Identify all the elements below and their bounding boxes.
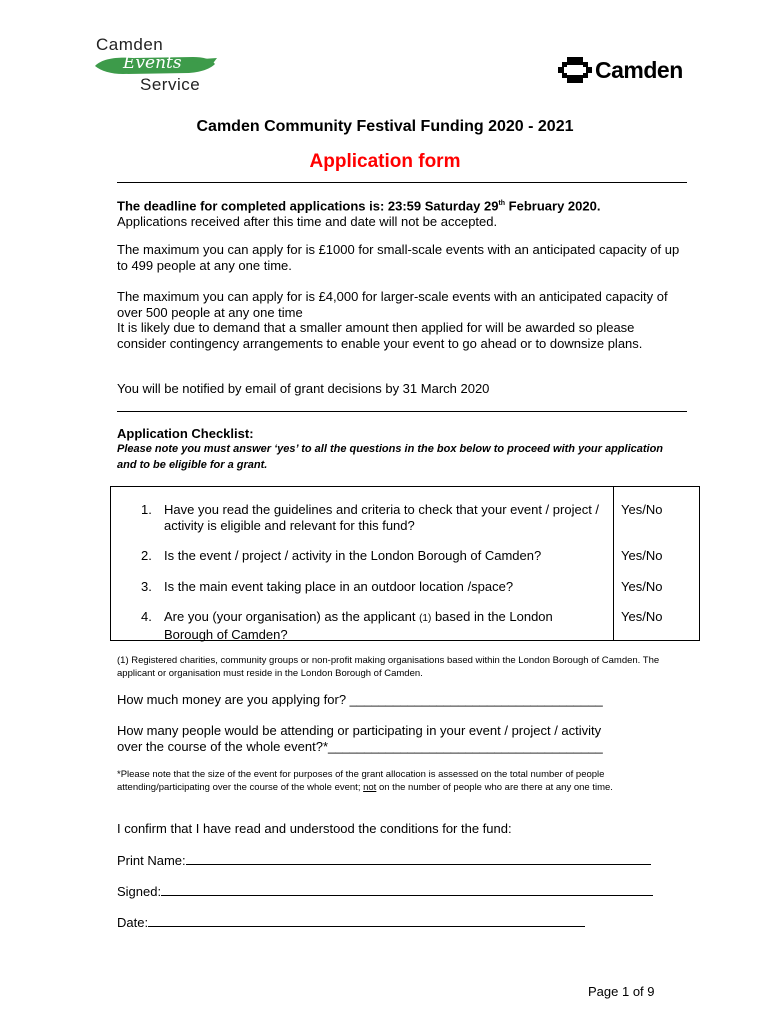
camden-events-service-logo [93,35,218,95]
logo-text-camden: Camden [96,35,164,54]
column-divider [613,487,614,640]
footnote: (1) Registered charities, community groups or non-profit making organisations based within the London Borough of Camden. The applicant or organisation must reside in the London Borough of Camden. [117,655,660,679]
checklist-heading: Application Checklist: [117,426,254,441]
answer-yes-no-1[interactable]: Yes/No [621,502,663,517]
logo-text-events: Events [123,53,182,73]
document-title: Camden Community Festival Funding 2020 - 2021 [196,118,574,135]
divider [117,182,687,183]
camden-council-logo [558,55,683,85]
event-size-note: *Please note that the size of the event for purposes of the grant allocation is assessed on the total number of people attending/participating over the course of the whole event; not on the number of people who are there at any one time. [117,769,613,793]
answer-yes-no-3[interactable]: Yes/No [621,579,663,594]
camden-emblem-icon [558,56,592,84]
notification-paragraph: You will be notified by email of grant decisions by 31 March 2020 [117,381,490,396]
confirmation-statement: I confirm that I have read and understood the conditions for the fund: [117,821,512,836]
deadline-text: The deadline for completed applications is: 23:59 Saturday 29th February 2020. Applications received after this time and date will not be accepted. [117,198,601,229]
page-number: Page 1 of 9 [588,984,655,999]
answer-yes-no-4[interactable]: Yes/No [621,609,663,624]
print-name-field[interactable]: Print Name: [117,852,651,869]
small-scale-paragraph: The maximum you can apply for is £1000 for small-scale events with an anticipated capacity of up to 499 people at any one time. [117,242,680,273]
checklist-table: 1. Have you read the guidelines and criteria to check that your event / project / activity is eligible and relevant for this fund? Yes/No 2. Is the event / project / activity in the London Borough of Camden? Yes/No 3. Is the main event taking place in an outdoor location /space? Yes/No 4. Are you (your organisation) as the applicant (1) based in the London Borough of Camden? Yes/No [110,486,700,641]
camden-wordmark: Camden [595,56,683,83]
form-subtitle: Application form [309,151,461,172]
large-scale-paragraph: The maximum you can apply for is £4,000 for larger-scale events with an anticipated capacity of over 500 people at any one time It is likely due to demand that a smaller amount then applied for will be awarded so please consider contingency arrangements to enable your event to go ahead or to downsize plans. [117,289,668,351]
divider [117,411,687,412]
logo-text-service: Service [140,75,201,94]
date-field[interactable]: Date: [117,914,585,931]
checklist-note: Please note you must answer ‘yes’ to all the questions in the box below to proceed with your application and to be eligible for a grant. [117,443,664,471]
people-question[interactable]: How many people would be attending or participating in your event / project / activity over the course of the whole event?*______________________________________ [117,723,603,754]
money-question[interactable]: How much money are you applying for? ___________________________________ [117,692,603,707]
signed-field[interactable]: Signed: [117,883,653,900]
answer-yes-no-2[interactable]: Yes/No [621,548,663,563]
